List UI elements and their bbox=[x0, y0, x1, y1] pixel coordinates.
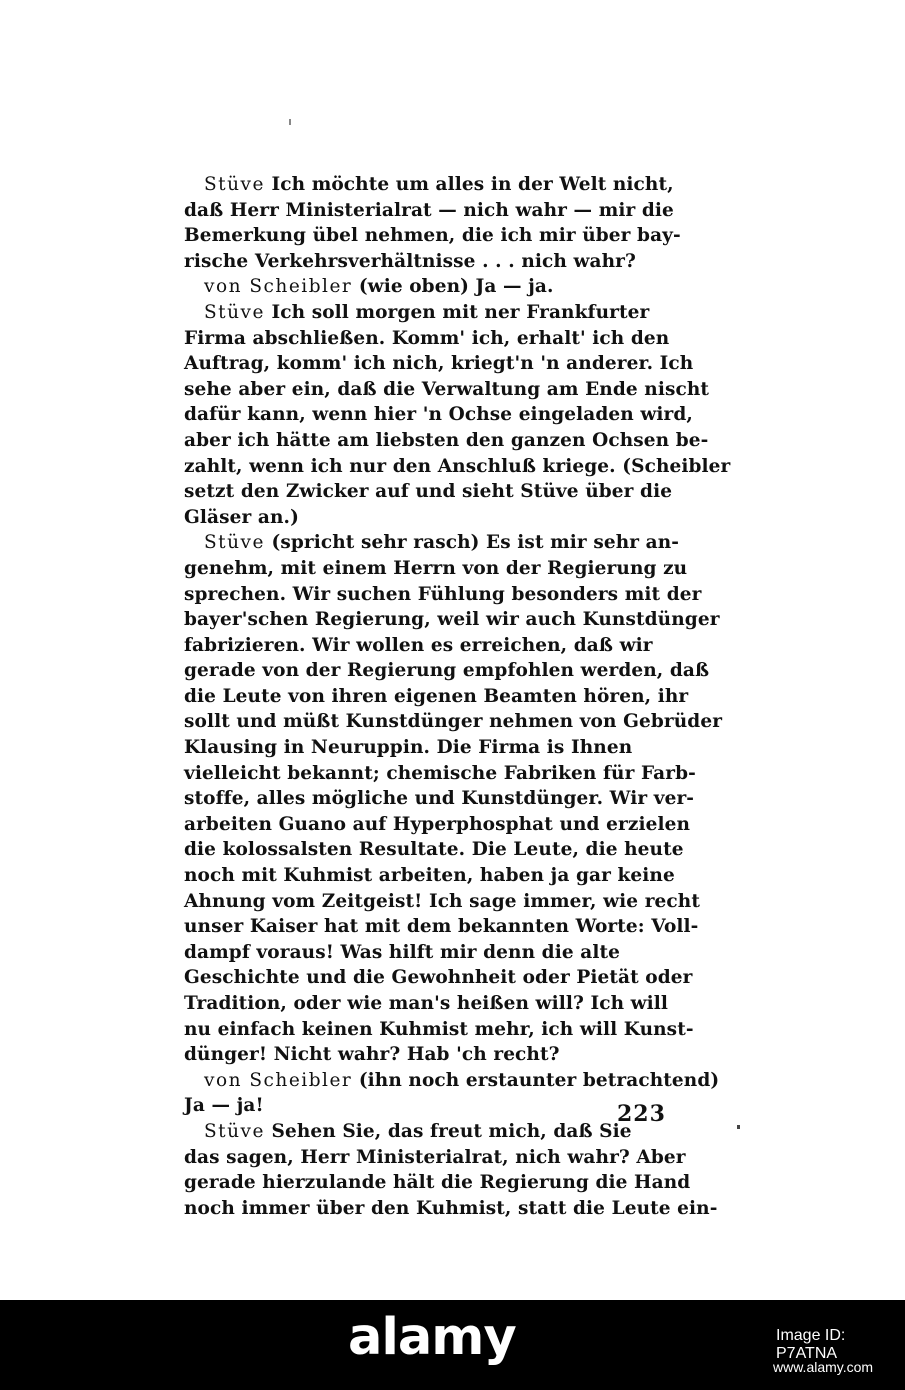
text-line: setzt den Zwicker auf und sieht Stüve über die bbox=[184, 481, 673, 503]
speaker-name: Stüve bbox=[204, 532, 265, 554]
page-speck bbox=[289, 119, 291, 125]
text-line: vielleicht bekannt; chemische Fabriken für Farb- bbox=[184, 762, 696, 784]
text-line: dafür kann, wenn hier 'n Ochse eingeladen wird, bbox=[184, 404, 693, 426]
text-line: sehe aber ein, daß die Verwaltung am Ende nischt bbox=[184, 378, 710, 400]
text-line: Ja — ja! bbox=[184, 1095, 264, 1117]
page-speck bbox=[737, 1125, 740, 1129]
text-line: Tradition, oder wie man's heißen will? Ich will bbox=[184, 993, 669, 1014]
text-line bbox=[184, 1068, 720, 1094]
speaker-name: Stüve bbox=[204, 301, 265, 323]
text-line bbox=[184, 172, 674, 198]
text-line: dünger! Nicht wahr? Hab 'ch recht? bbox=[184, 1044, 560, 1066]
text-line: zahlt, wenn ich nur den Anschluß kriege. (Scheibler bbox=[184, 455, 731, 477]
speaker-name: von Scheibler bbox=[204, 276, 353, 298]
text-line: sprechen. Wir suchen Fühlung besonders mit der bbox=[184, 583, 702, 605]
text-line: Ahnung vom Zeitgeist! Ich sage immer, wie recht bbox=[184, 890, 700, 912]
text-line: noch immer über den Kuhmist, statt die Leute ein- bbox=[184, 1197, 718, 1219]
text-line bbox=[184, 300, 664, 326]
text-line: noch mit Kuhmist arbeiten, haben ja gar keine bbox=[184, 865, 675, 887]
text-line: aber ich hätte am liebsten den ganzen Ochsen be- bbox=[184, 429, 709, 451]
text-line: das sagen, Herr Ministerialrat, nich wahr? Aber bbox=[184, 1146, 686, 1168]
text-line: fabrizieren. Wir wollen es erreichen, daß wir bbox=[184, 634, 653, 656]
page-text bbox=[184, 172, 731, 1221]
line-text: (wie oben) Ja — ja. bbox=[358, 276, 554, 298]
text-line: Geschichte und die Gewohnheit oder Pietät oder bbox=[184, 967, 693, 989]
line-text: Ich möchte um alles in der Welt nicht, bbox=[271, 174, 674, 195]
page-number: 223 bbox=[617, 1101, 666, 1127]
speaker-name: von Scheibler bbox=[204, 1069, 353, 1091]
line-text: Ich soll morgen mit ner Frankfurter bbox=[271, 301, 650, 323]
text-line: bayer'schen Regierung, weil wir auch Kunstdünger bbox=[184, 609, 720, 631]
watermark-url: www.alamy.com bbox=[773, 1359, 874, 1375]
text-line: dampf voraus! Was hilft mir denn die alte bbox=[184, 941, 620, 963]
text-line: Klausing in Neuruppin. Die Firma is Ihnen bbox=[184, 737, 633, 759]
text-line: Auftrag, komm' ich nich, kriegt'n 'n anderer. Ich bbox=[184, 353, 694, 375]
alamy-logo: alamy bbox=[348, 1308, 516, 1367]
text-line: Gläser an.) bbox=[184, 506, 299, 528]
text-line: rische Verkehrsverhältnisse . . . nich wahr? bbox=[184, 250, 636, 272]
text-line: genehm, mit einem Herrn von der Regierung zu bbox=[184, 557, 688, 579]
text-line bbox=[184, 530, 680, 556]
text-line: daß Herr Ministerialrat — nich wahr — mir die bbox=[184, 199, 674, 221]
text-line: Bemerkung übel nehmen, die ich mir über bay- bbox=[184, 225, 681, 247]
text-line: die kolossalsten Resultate. Die Leute, die heute bbox=[184, 839, 684, 861]
text-line: sollt und müßt Kunstdünger nehmen von Gebrüder bbox=[184, 711, 723, 733]
speaker-name: Stüve bbox=[204, 174, 265, 195]
text-line: stoffe, alles mögliche und Kunstdünger. Wir ver- bbox=[184, 788, 695, 810]
speaker-name: Stüve bbox=[204, 1120, 265, 1142]
text-line: unser Kaiser hat mit dem bekannten Worte: Voll- bbox=[184, 916, 699, 938]
text-line: die Leute von ihren eigenen Beamten hören, ihr bbox=[184, 685, 689, 707]
text-line bbox=[184, 274, 664, 300]
text-line: nu einfach keinen Kuhmist mehr, ich will Kunst- bbox=[184, 1018, 694, 1040]
line-text: Sehen Sie, das freut mich, daß Sie bbox=[271, 1120, 632, 1142]
image-id-label: Image ID: P7ATNA bbox=[776, 1327, 846, 1362]
line-text: (ihn noch erstaunter betrachtend) bbox=[358, 1069, 720, 1091]
text-line bbox=[184, 1119, 664, 1145]
text-line: Firma abschließen. Komm' ich, erhalt' ich den bbox=[184, 327, 670, 349]
line-text: (spricht sehr rasch) Es ist mir sehr an- bbox=[271, 532, 680, 554]
text-line: gerade hierzulande hält die Regierung die Hand bbox=[184, 1172, 691, 1194]
text-line: arbeiten Guano auf Hyperphosphat und erzielen bbox=[184, 813, 691, 835]
text-line: gerade von der Regierung empfohlen werden, daß bbox=[184, 660, 710, 682]
